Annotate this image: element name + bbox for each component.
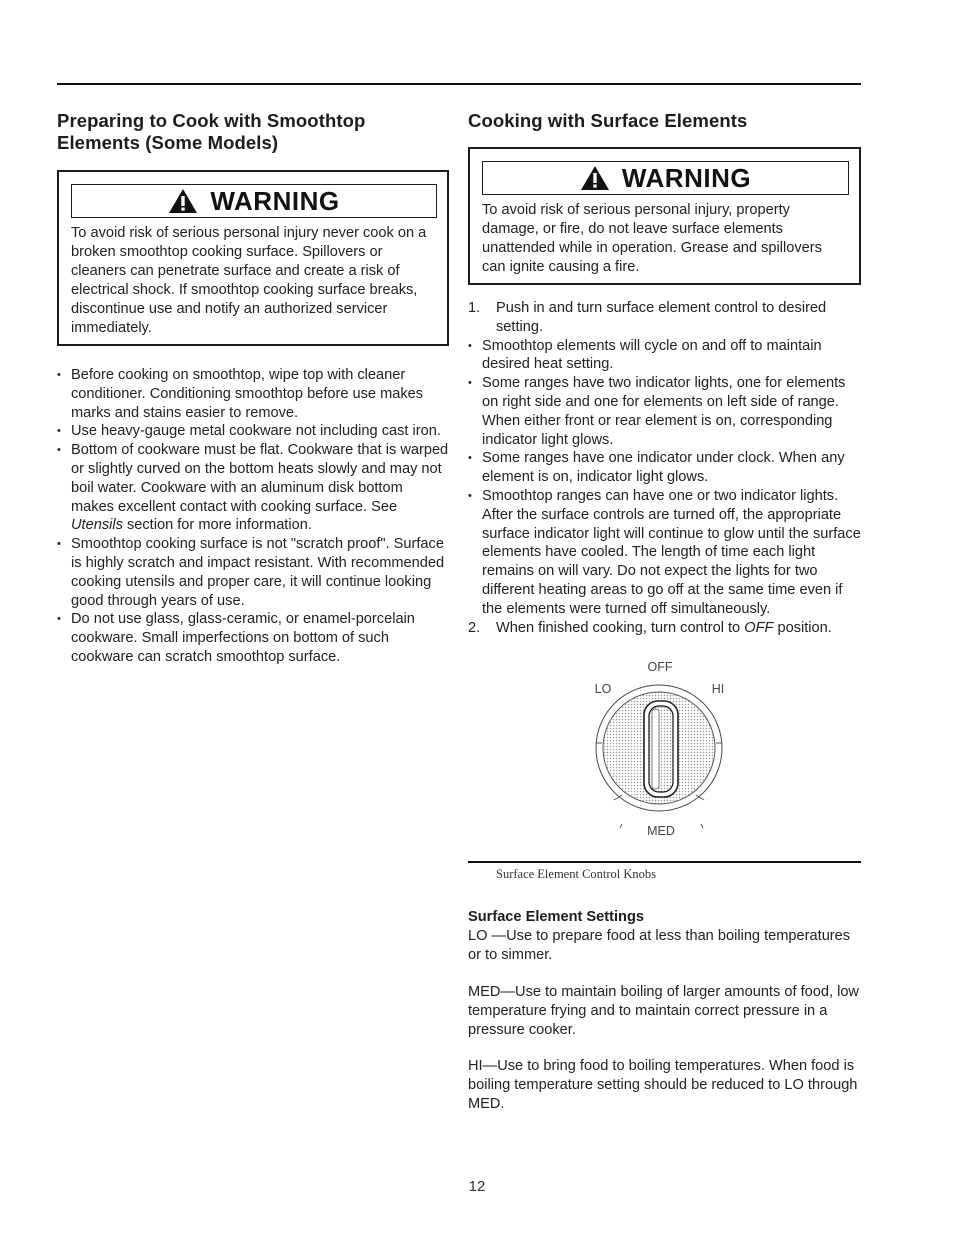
bullet-text: Bottom of cookware must be flat. Cookware that is warped or slightly curved on the bottom heats slowly and may not boil water. Cookware with an aluminum disk bottom makes excellent contact with cooking surface. See (71, 442, 449, 515)
section-heading-smoothtop: Preparing to Cook with Smoothtop Elements (Some Models) (57, 110, 366, 153)
control-knob-icon (468, 643, 861, 853)
knob-label-hi: HI (711, 682, 725, 697)
figure-caption: Surface Element Control Knobs (496, 867, 657, 882)
list-item: • Some ranges have one indicator under clock. When any element is on, indicator light glows. (468, 449, 861, 487)
warning-text: To avoid risk of serious personal injury, property damage, or fire, do not leave surface elements unattended while in operation. Grease and spillovers can ignite causing a fire. (482, 202, 822, 275)
step-number: 1. (468, 300, 481, 316)
warning-triangle-icon (580, 165, 610, 191)
knob-label-lo: LO (594, 682, 612, 697)
utensils-italic: Utensils (71, 517, 123, 534)
list-item: • Smoothtop ranges can have one or two indicator lights. After the surface controls are turned off, the appropriate surface indicator light will continue to glow until the surface elements have cooled. The length of time each light remains on will vary. Do not expect the lights for two different heating areas to go off at the same time even if the elements were turned off simultaneously. (468, 487, 861, 619)
warning-header (482, 161, 849, 195)
list-item: • Before cooking on smoothtop, wipe top with cleaner conditioner. Conditioning smoothtop before use makes marks and stains easier to remove. (57, 366, 449, 422)
warning-box-smoothtop (57, 170, 449, 346)
list-item: • Smoothtop cooking surface is not "scratch proof". Surface is highly scratch and impact resistant. With recommended cooking utensils and proper care, it will continue looking good through years of use. (57, 535, 449, 610)
bullet-text: section for more information. (122, 517, 312, 534)
right-column (468, 110, 861, 1114)
knob-label-med: MED (647, 824, 675, 839)
step-1-subitems (468, 337, 861, 619)
settings-heading: Surface Element Settings (468, 909, 644, 926)
list-item: • Some ranges have two indicator lights, one for elements on right side and one for elements on left side of range. When either front or rear element is on, corresponding indicator light glows. (468, 374, 861, 449)
warning-triangle-icon (168, 188, 198, 214)
warning-box-surface (468, 147, 861, 285)
setting-lo: LO —Use to prepare food at less than boiling temperatures or to simmer. (468, 928, 851, 964)
page-number: 12 (468, 1178, 486, 1195)
step-1 (468, 299, 861, 337)
off-italic: OFF (744, 619, 774, 636)
step-text: When finished cooking, turn control to (496, 619, 745, 636)
step-text: position. (773, 619, 832, 636)
list-item: • Smoothtop elements will cycle on and off to maintain desired heat setting. (468, 337, 861, 375)
setting-med: MED—Use to maintain boiling of larger amounts of food, low temperature frying and to maintain correct pressure in a pressure cooker. (468, 983, 859, 1038)
smoothtop-bullets (57, 366, 449, 667)
caption-rule (468, 861, 861, 863)
warning-label: WARNING (621, 162, 752, 193)
list-item: • Use heavy-gauge metal cookware not including cast iron. (57, 422, 449, 441)
knob-label-off: OFF (647, 660, 673, 675)
left-column (57, 110, 449, 667)
step-2 (468, 619, 861, 638)
step-number: 2. (468, 619, 481, 636)
warning-text: To avoid risk of serious personal injury never cook on a broken smoothtop cooking surface. Spillovers or cleaners can penetrate surface and create a risk of electrical shock. If smoothtop cooking surface breaks, discontinue use and notify an authorized servicer immediately. (71, 225, 427, 336)
step-text: Push in and turn surface element control to desired setting. (496, 300, 827, 335)
top-rule (57, 83, 861, 85)
warning-header (71, 184, 437, 218)
list-item: • Do not use glass, glass-ceramic, or enamel-porcelain cookware. Small imperfections on bottom of such cookware can scratch smoothtop surface. (57, 610, 449, 666)
list-item (57, 441, 449, 535)
section-heading-surface-elements: Cooking with Surface Elements (468, 110, 748, 131)
warning-label: WARNING (210, 185, 340, 216)
setting-hi: HI—Use to bring food to boiling temperatures. When food is boiling temperature setting should be reduced to LO through MED. (468, 1058, 858, 1112)
control-knob-figure (468, 643, 861, 853)
